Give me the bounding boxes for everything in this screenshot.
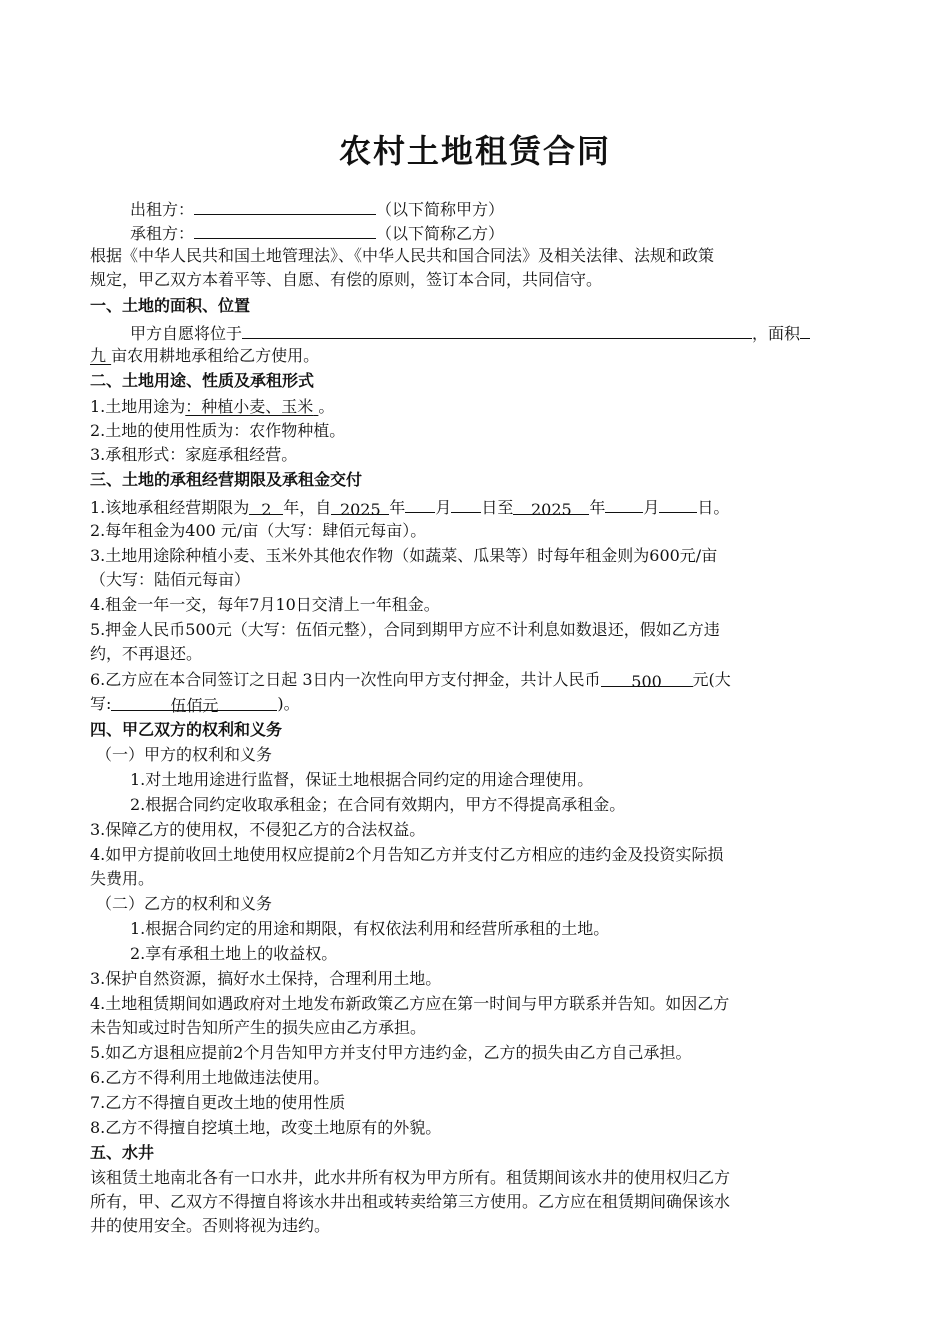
party-a-item-4-line-1: 4.如甲方提前收回土地使用权应提前2个月告知乙方并支付乙方相应的违约金及投资实际损 — [90, 845, 724, 864]
s1-area-unit: 亩农用耕地承租给乙方使用。 — [111, 346, 320, 365]
s2-item-1-label: 1.土地用途为 — [90, 397, 186, 416]
end-month-blank — [605, 494, 643, 513]
s2-item-3: 3.承租形式：家庭承租经营。 — [90, 445, 298, 464]
deposit-words-label: 写: — [90, 694, 112, 713]
party-b-item-1: 1.根据合同约定的用途和期限，有权依法利用和经营所承租的土地。 — [130, 919, 610, 938]
end-day-blank — [659, 494, 697, 513]
s3-item-3-line-2: （大写：陆佰元每亩） — [90, 570, 251, 589]
section-3-heading: 三、土地的承租经营期限及承租金交付 — [90, 470, 363, 489]
s1-location-label: 甲方自愿将位于 — [130, 324, 243, 343]
lessor-label: 出租方： — [130, 200, 195, 219]
s3-item-5-line-1: 5.押金人民币500元（大写：伍佰元整），合同到期甲方应不计利息如数退还，假如乙方违 — [90, 620, 720, 639]
end-year: 2025 — [530, 500, 572, 519]
lessor-note: （以下简称甲方） — [376, 200, 505, 219]
term-label: 1.该地承租经营期限为 — [90, 498, 250, 517]
lessor-line — [130, 196, 860, 220]
s1-area-label: ，面积 — [752, 324, 801, 343]
s5-line-1: 该租赁土地南北各有一口水井，此水井所有权为甲方所有。租赁期间该水井的使用权归乙方 — [90, 1168, 731, 1187]
term-from: 年，自 — [283, 498, 332, 517]
section-1-heading: 一、土地的面积、位置 — [90, 296, 251, 315]
s3-item-2: 2.每年租金为400 元/亩（大写：肆佰元每亩）。 — [90, 521, 427, 540]
document-title: 农村土地租赁合同 — [338, 132, 611, 170]
party-a-item-4-line-2: 失费用。 — [90, 869, 155, 888]
start-day-unit: 日至 — [481, 498, 514, 517]
end-day-unit: 日。 — [697, 498, 730, 517]
s3-item-5-line-2: 约，不再退还。 — [90, 644, 203, 663]
land-use-value: ：种植小麦、玉米 — [185, 397, 314, 416]
s3-item-4: 4.租金一年一交，每年7月10日交清上一年租金。 — [90, 595, 440, 614]
area-value: 九 — [90, 346, 107, 365]
party-b-item-2: 2.享有承租土地上的收益权。 — [130, 944, 338, 963]
deposit-words: 伍佰元 — [170, 696, 219, 715]
party-a-item-1: 1.对土地用途进行监督，保证土地根据合同约定的用途合理使用。 — [130, 770, 594, 789]
s1-line-1 — [130, 320, 860, 344]
deposit-label: 6.乙方应在本合同签订之日起 3日内一次性向甲方支付押金，共计人民币 — [90, 670, 601, 689]
section-2-heading: 二、土地用途、性质及承租形式 — [90, 371, 315, 390]
start-year: 2025 — [339, 500, 381, 519]
area-blank-lead — [800, 320, 810, 339]
party-b-heading: （二）乙方的权利和义务 — [96, 894, 273, 913]
start-year-blank — [331, 496, 389, 519]
deposit-amount-blank — [601, 668, 693, 691]
term-years: 2 — [261, 500, 272, 519]
s3-item-6-line-1 — [90, 668, 860, 692]
s2-item-1 — [90, 395, 860, 419]
deposit-unit: 元(大 — [692, 670, 731, 689]
party-b-item-6: 6.乙方不得利用土地做违法使用。 — [90, 1068, 330, 1087]
s1-line-2 — [90, 344, 860, 368]
intro-line-1: 根据《中华人民共和国土地管理法》、《中华人民共和国合同法》及相关法律、法规和政策 — [90, 246, 715, 265]
party-b-item-5: 5.如乙方退租应提前2个月告知甲方并支付甲方违约金，乙方的损失由乙方自己承担。 — [90, 1043, 692, 1062]
deposit-words-blank — [111, 692, 277, 715]
location-blank — [242, 320, 752, 339]
end-year-blank — [513, 496, 589, 519]
s5-line-3: 井的使用安全。否则将视为违约。 — [90, 1216, 331, 1235]
party-b-item-8: 8.乙方不得擅自挖填土地，改变土地原有的外貌。 — [90, 1118, 442, 1137]
party-a-heading: （一）甲方的权利和义务 — [96, 745, 273, 764]
start-month-unit: 月 — [435, 498, 452, 517]
term-years-blank — [249, 496, 283, 519]
s2-item-1-end: 。 — [318, 397, 335, 416]
party-b-item-7: 7.乙方不得擅自更改土地的使用性质 — [90, 1093, 346, 1112]
lessor-blank — [194, 196, 376, 215]
party-a-item-2: 2.根据合同约定收取承租金；在合同有效期内，甲方不得提高承租金。 — [130, 795, 626, 814]
section-5-heading: 五、水井 — [90, 1143, 155, 1162]
party-b-item-4-line-2: 未告知或过时告知所产生的损失应由乙方承担。 — [90, 1018, 427, 1037]
s2-item-2: 2.土地的使用性质为：农作物种植。 — [90, 421, 346, 440]
intro-line-2: 规定，甲乙双方本着平等、自愿、有偿的原则，签订本合同，共同信守。 — [90, 270, 603, 289]
lessee-note: （以下简称乙方） — [376, 224, 505, 243]
end-month-unit: 月 — [643, 498, 660, 517]
lessee-blank — [194, 220, 376, 239]
lessee-label: 承租方： — [130, 224, 195, 243]
party-b-item-3: 3.保护自然资源，搞好水土保持，合理利用土地。 — [90, 969, 442, 988]
deposit-amount: 500 — [631, 672, 662, 691]
s5-line-2: 所有，甲、乙双方不得擅自将该水井出租或转卖给第三方使用。乙方应在租赁期间确保该水 — [90, 1192, 731, 1211]
s3-item-1 — [90, 494, 860, 518]
party-a-item-3: 3.保障乙方的使用权，不侵犯乙方的合法权益。 — [90, 820, 426, 839]
s3-item-6-line-2 — [90, 692, 860, 716]
section-4-heading: 四、甲乙双方的权利和义务 — [90, 720, 283, 739]
party-b-item-4-line-1: 4.土地租赁期间如遇政府对土地发布新政策乙方应在第一时间与甲方联系并告知。如因乙方 — [90, 994, 730, 1013]
start-day-blank — [451, 494, 481, 513]
end-year-unit: 年 — [589, 498, 606, 517]
lessee-line — [130, 220, 860, 244]
start-year-unit: 年 — [389, 498, 406, 517]
start-month-blank — [405, 494, 435, 513]
deposit-words-end: )。 — [277, 694, 300, 713]
s3-item-3-line-1: 3.土地用途除种植小麦、玉米外其他农作物（如蔬菜、瓜果等）时每年租金则为600元/亩 — [90, 546, 718, 565]
